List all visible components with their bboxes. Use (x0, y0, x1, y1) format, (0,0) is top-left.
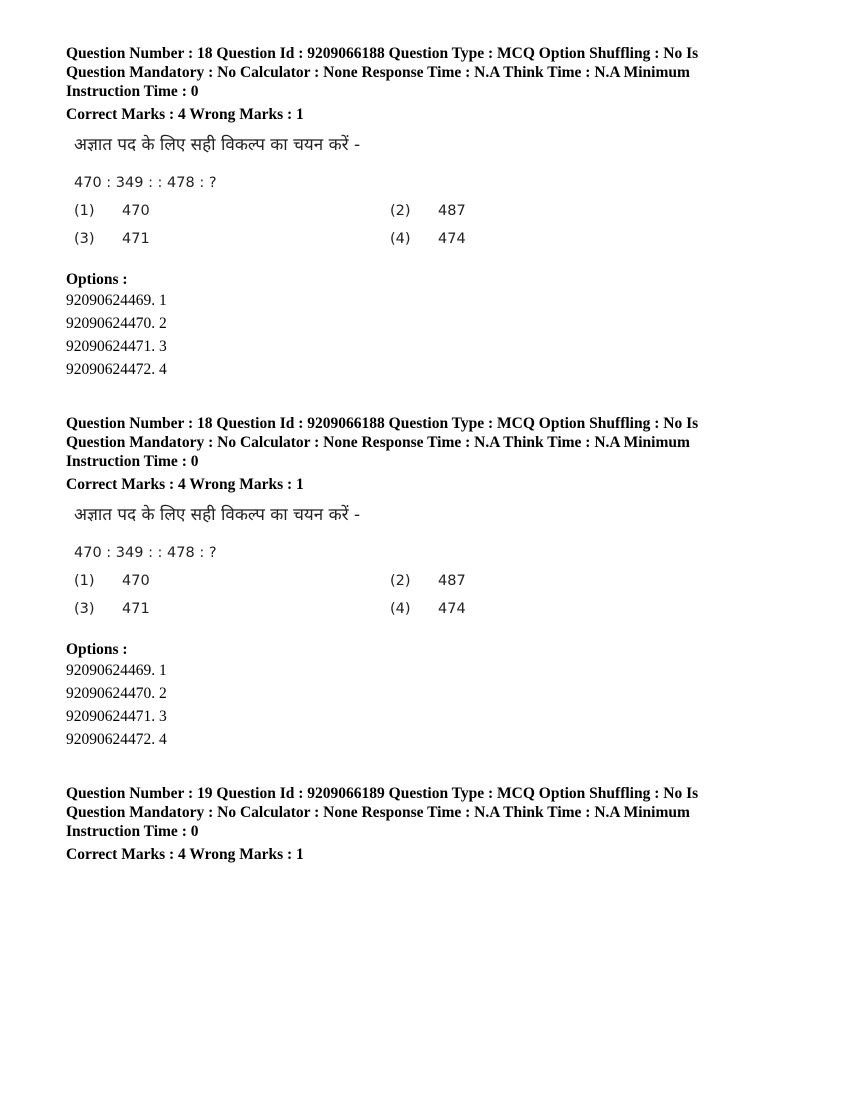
choice: (3) 471 (74, 601, 150, 617)
question-meta-line: Question Number : 18 Question Id : 9209066188 Question Type : MCQ Option Shuffling : No Is (66, 45, 699, 62)
marks-line: Correct Marks : 4 Wrong Marks : 1 (66, 106, 304, 123)
choice: (2) 487 (390, 573, 466, 589)
question-meta-line: Question Mandatory : No Calculator : None Response Time : N.A Think Time : N.A Minimum (66, 64, 690, 81)
option-line: 92090624469. 1 (66, 292, 167, 309)
question-ratio: 470 : 349 : : 478 : ? (74, 175, 217, 191)
choice: (4) 474 (390, 601, 466, 617)
question-block-2 (66, 414, 786, 751)
option-line: 92090624471. 3 (66, 338, 167, 355)
option-line: 92090624470. 2 (66, 315, 167, 332)
option-line: 92090624472. 4 (66, 731, 167, 748)
option-line: 92090624470. 2 (66, 685, 167, 702)
question-meta-line: Instruction Time : 0 (66, 83, 199, 100)
question-meta-line: Instruction Time : 0 (66, 823, 199, 840)
question-meta-line: Question Mandatory : No Calculator : None Response Time : N.A Think Time : N.A Minimum (66, 434, 690, 451)
marks-line: Correct Marks : 4 Wrong Marks : 1 (66, 476, 304, 493)
question-image (66, 124, 786, 270)
question-meta-line: Question Number : 19 Question Id : 9209066189 Question Type : MCQ Option Shuffling : No Is (66, 785, 699, 802)
question-text: अज्ञात पद के लिए सही विकल्प का चयन करें - (74, 505, 361, 525)
choice: (1) 470 (74, 573, 150, 589)
question-block-3 (66, 784, 786, 864)
choice: (1) 470 (74, 203, 150, 219)
option-line: 92090624471. 3 (66, 708, 167, 725)
option-line: 92090624472. 4 (66, 361, 167, 378)
options-title: Options : (66, 641, 128, 658)
choice: (4) 474 (390, 231, 466, 247)
options-title: Options : (66, 271, 128, 288)
marks-line: Correct Marks : 4 Wrong Marks : 1 (66, 846, 304, 863)
choice: (3) 471 (74, 231, 150, 247)
option-line: 92090624469. 1 (66, 662, 167, 679)
question-meta-line: Instruction Time : 0 (66, 453, 199, 470)
question-meta-line: Question Number : 18 Question Id : 9209066188 Question Type : MCQ Option Shuffling : No Is (66, 415, 699, 432)
question-block-1 (66, 44, 786, 381)
question-ratio: 470 : 349 : : 478 : ? (74, 545, 217, 561)
choice: (2) 487 (390, 203, 466, 219)
question-meta-line: Question Mandatory : No Calculator : None Response Time : N.A Think Time : N.A Minimum (66, 804, 690, 821)
question-image (66, 494, 786, 640)
question-text: अज्ञात पद के लिए सही विकल्प का चयन करें - (74, 135, 361, 155)
